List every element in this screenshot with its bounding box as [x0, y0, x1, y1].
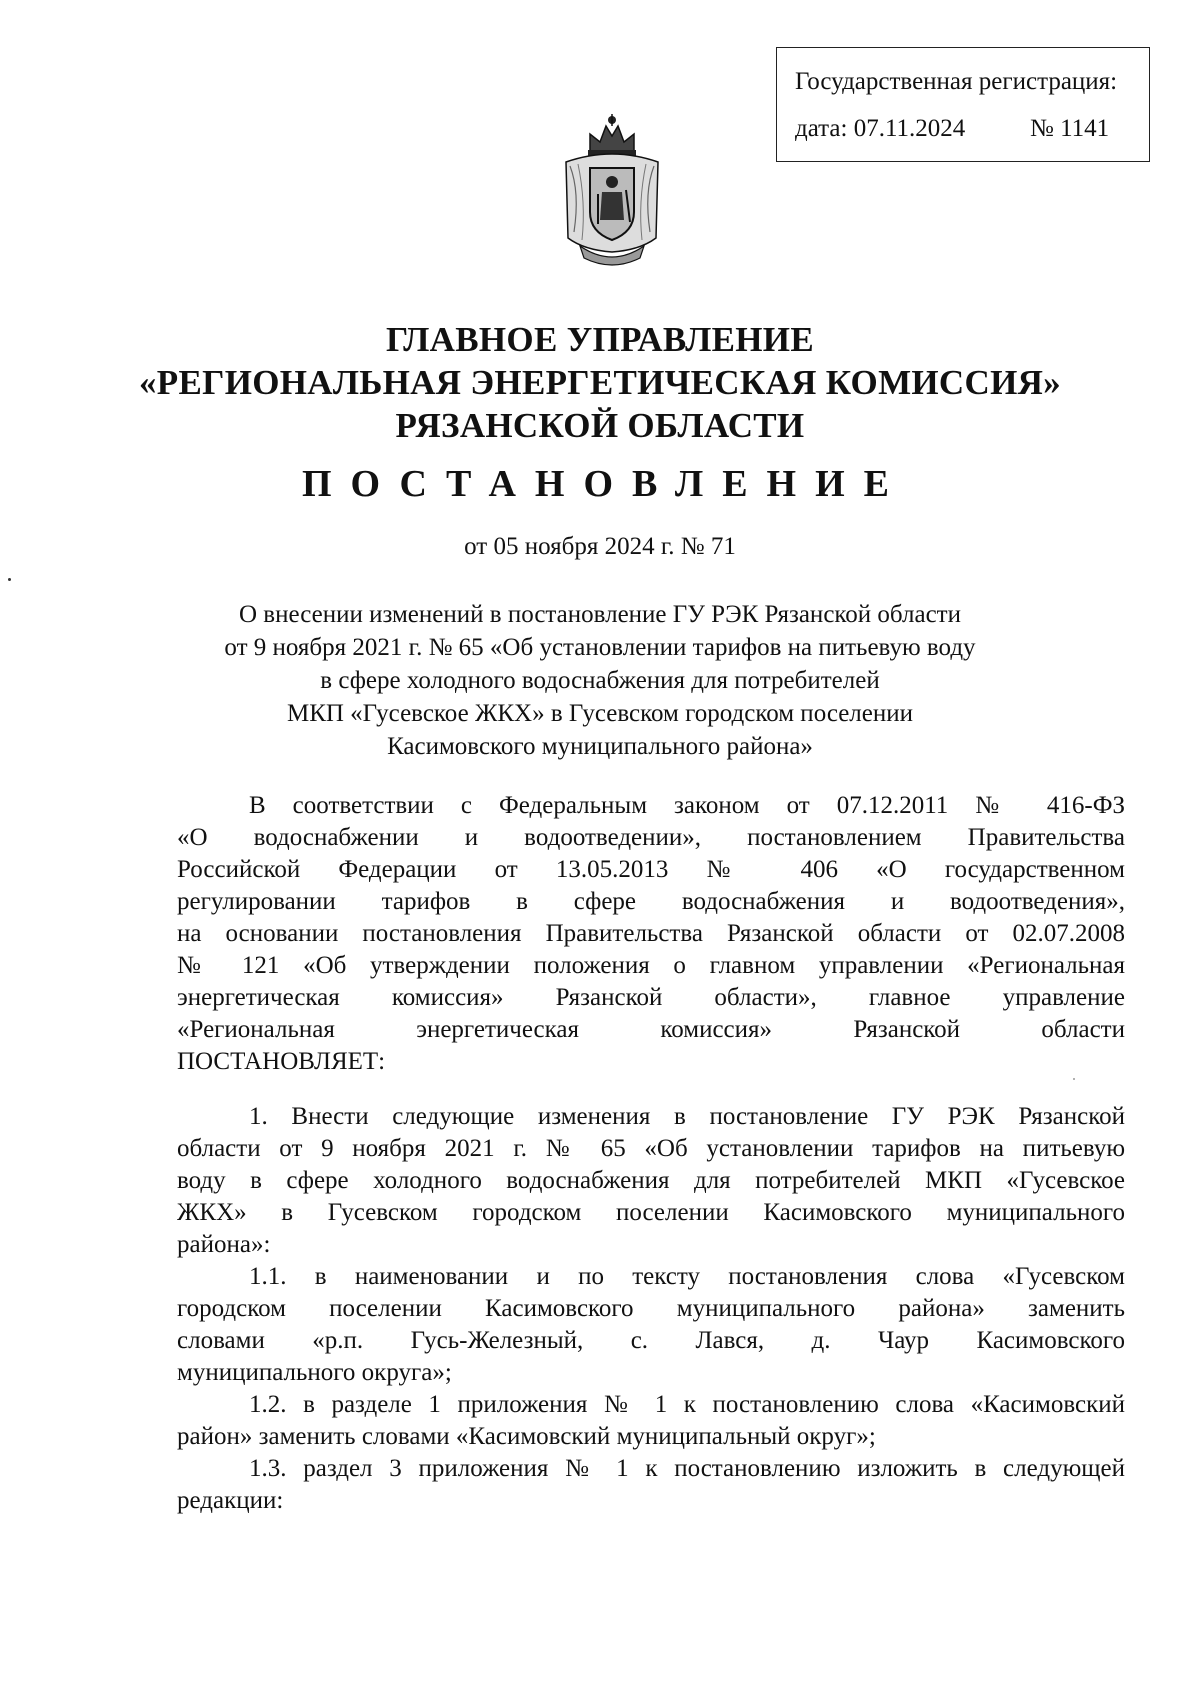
scan-speck [1073, 1078, 1075, 1080]
registration-stamp [776, 47, 1150, 162]
text-line: муниципального округа»; [177, 1359, 452, 1386]
document-type: ПОСТАНОВЛЕНИЕ [301, 463, 909, 505]
text-line: № 121 «Об утверждении положения о главном управлении «Региональная [177, 952, 1125, 979]
text-line: район» заменить словами «Касимовский муниципальный округ»; [177, 1423, 876, 1450]
text-line: 1.1. в наименовании и по тексту постановления слова «Гусевском [249, 1263, 1125, 1290]
subject-line: от 9 ноября 2021 г. № 65 «Об установлении тарифов на питьевую воду [224, 634, 976, 661]
subject-line: МКП «Гусевское ЖКХ» в Гусевском городском поселении [286, 700, 914, 727]
text-line: 1.2. в разделе 1 приложения № 1 к постановлению слова «Касимовский [249, 1391, 1125, 1418]
authority-title-line-1: ГЛАВНОЕ УПРАВЛЕНИЕ [386, 320, 814, 359]
text-line: В соответствии с Федеральным законом от 07.12.2011 № 416-ФЗ [249, 792, 1125, 819]
authority-title-line-2: «РЕГИОНАЛЬНАЯ ЭНЕРГЕТИЧЕСКАЯ КОМИССИЯ» [139, 363, 1061, 402]
text-line: области от 9 ноября 2021 г. № 65 «Об установлении тарифов на питьевую [177, 1135, 1125, 1162]
text-line: «Региональная энергетическая комиссия» Рязанской области [177, 1016, 1125, 1043]
text-line: ЖКХ» в Гусевском городском поселении Касимовского муниципального [177, 1199, 1125, 1226]
registration-date: дата: 07.11.2024 [795, 115, 966, 142]
preamble-paragraph [177, 790, 1125, 1078]
scan-speck [8, 578, 11, 581]
registration-title: Государственная регистрация: [795, 68, 1118, 95]
text-line: регулировании тарифов в сфере водоснабжения и водоотведения», [177, 888, 1125, 915]
subject-line: Касимовского муниципального района» [387, 733, 813, 760]
authority-title-line-3: РЯЗАНСКОЙ ОБЛАСТИ [395, 406, 805, 445]
text-line: района»: [177, 1231, 271, 1258]
subject-line: О внесении изменений в постановление ГУ РЭК Рязанской области [239, 601, 961, 628]
decree-items [177, 1101, 1125, 1517]
text-line: воду в сфере холодного водоснабжения для потребителей МКП «Гусевское [177, 1167, 1125, 1194]
text-line: «О водоснабжении и водоотведении», постановлением Правительства [177, 824, 1125, 851]
text-line: 1. Внести следующие изменения в постановление ГУ РЭК Рязанской [249, 1103, 1125, 1130]
text-line: словами «р.п. Гусь-Железный, с. Лався, д. Чаур Касимовского [177, 1327, 1125, 1354]
decree-subject [0, 598, 1200, 763]
decree-date-number: от 05 ноября 2024 г. № 71 [464, 533, 736, 560]
text-line: Российской Федерации от 13.05.2013 № 406 «О государственном [177, 856, 1125, 883]
subject-line: в сфере холодного водоснабжения для потребителей [320, 667, 880, 694]
text-line: городском поселении Касимовского муниципального района» заменить [177, 1295, 1125, 1322]
text-line: 1.3. раздел 3 приложения № 1 к постановлению изложить в следующей [249, 1455, 1125, 1482]
text-line: энергетическая комиссия» Рязанской области», главное управление [177, 984, 1125, 1011]
registration-number: № 1141 [1030, 115, 1110, 142]
coat-of-arms-icon [560, 112, 664, 272]
text-line: ПОСТАНОВЛЯЕТ: [177, 1048, 386, 1075]
text-line: редакции: [177, 1487, 284, 1514]
text-line: на основании постановления Правительства Рязанской области от 02.07.2008 [177, 920, 1125, 947]
